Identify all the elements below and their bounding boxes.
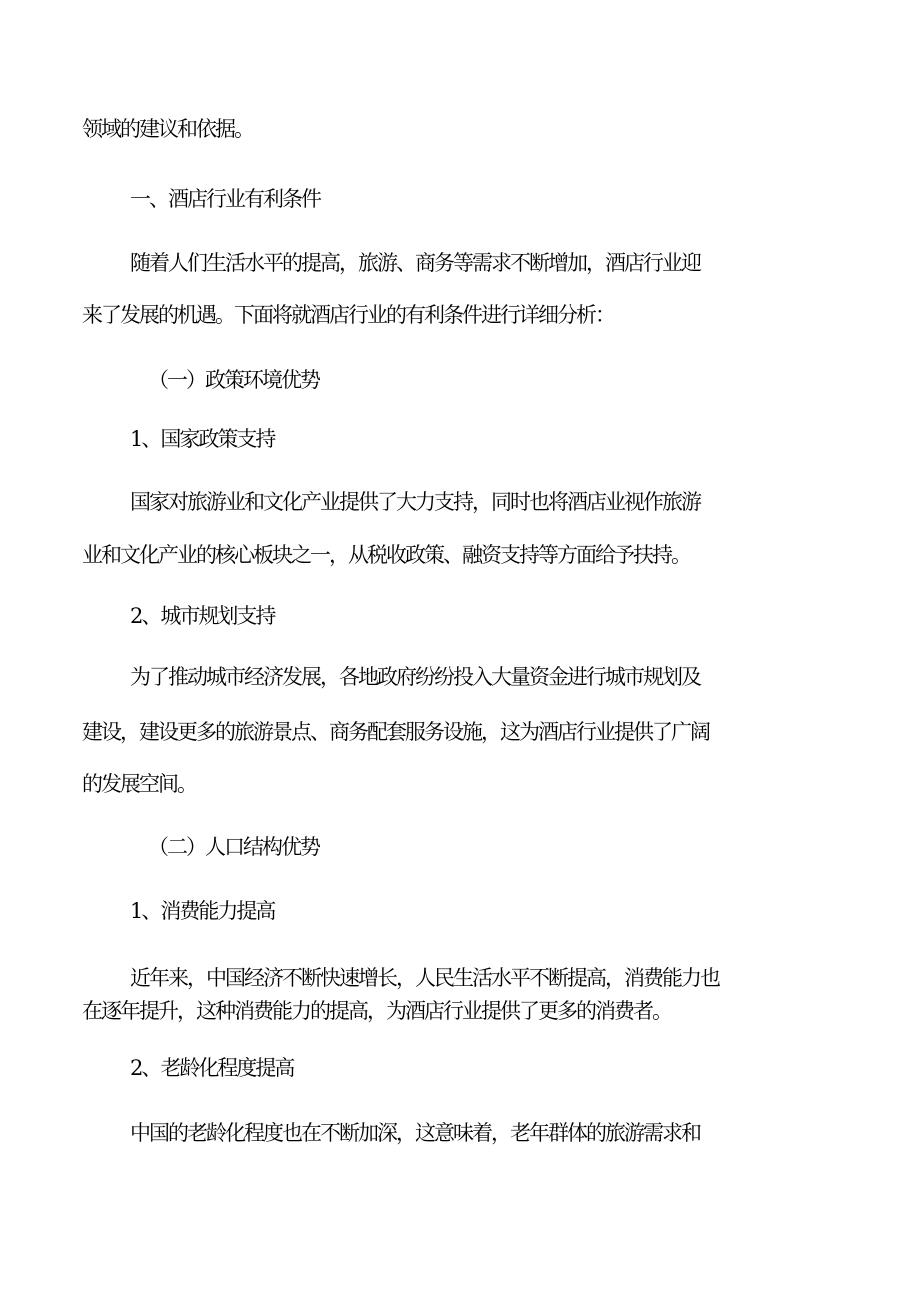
paragraph-line: 领域的建议和依据。 (82, 117, 253, 141)
item-heading: 1、国家政策支持 (130, 427, 275, 451)
item-heading: 2、城市规划支持 (130, 604, 275, 628)
paragraph-line: 为了推动城市经济发展，各地政府纷纷投入大量资金进行城市规划及 (130, 665, 700, 689)
paragraph-line: 的发展空间。 (82, 772, 196, 796)
subsection-heading: （一）政策环境优势 (148, 368, 319, 392)
item-heading: 2、老龄化程度提高 (130, 1056, 294, 1080)
paragraph-line: 国家对旅游业和文化产业提供了大力支持，同时也将酒店业视作旅游 (130, 490, 700, 514)
paragraph-line: 近年来，中国经济不断快速增长，人民生活水平不断提高，消费能力也 (130, 966, 719, 990)
subsection-heading: （二）人口结构优势 (148, 835, 319, 859)
item-heading: 1、消费能力提高 (130, 899, 275, 923)
paragraph-line: 随着人们生活水平的提高，旅游、商务等需求不断增加，酒店行业迎 (130, 251, 700, 275)
paragraph-line: 来了发展的机遇。下面将就酒店行业的有利条件进行详细分析： (82, 303, 614, 327)
paragraph-line: 建设，建设更多的旅游景点、商务配套服务设施，这为酒店行业提供了广阔 (82, 720, 709, 744)
paragraph-line: 在逐年提升，这种消费能力的提高，为酒店行业提供了更多的消费者。 (82, 999, 671, 1023)
paragraph-line: 业和文化产业的核心板块之一，从税收政策、融资支持等方面给予扶持。 (82, 543, 690, 567)
section-heading: 一、酒店行业有利条件 (130, 187, 320, 211)
paragraph-line: 中国的老龄化程度也在不断加深，这意味着，老年群体的旅游需求和 (130, 1121, 700, 1145)
